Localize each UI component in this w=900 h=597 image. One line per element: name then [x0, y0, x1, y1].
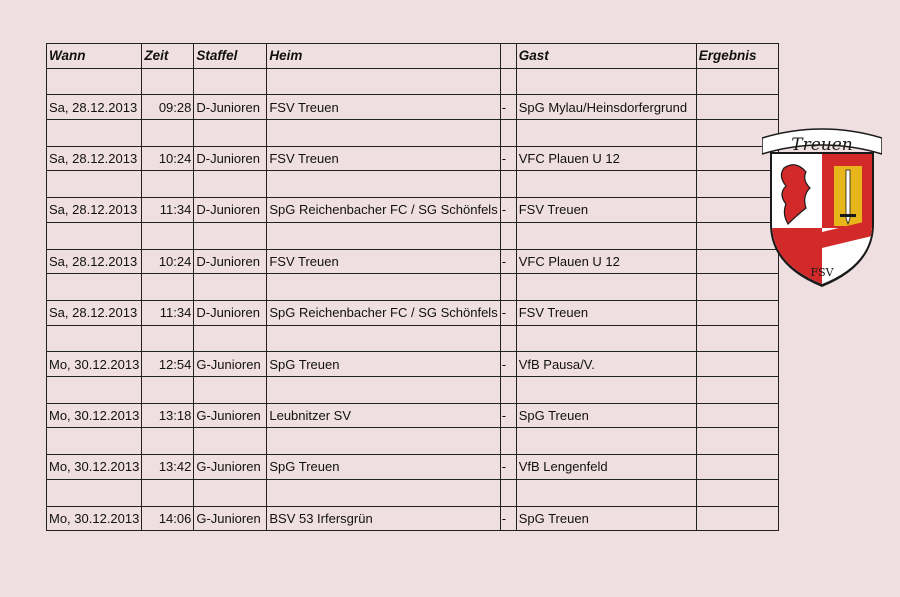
empty-cell	[516, 119, 696, 146]
empty-cell	[47, 325, 142, 352]
cell-time: 10:24	[142, 146, 194, 171]
cell-staffel: G-Junioren	[194, 352, 267, 377]
empty-cell	[516, 376, 696, 403]
cell-gast: VFC Plauen U 12	[516, 146, 696, 171]
match-row	[47, 198, 779, 223]
empty-cell	[500, 428, 516, 455]
cell-ergebnis	[696, 300, 778, 325]
cell-gast: VFC Plauen U 12	[516, 249, 696, 274]
empty-cell	[696, 428, 778, 455]
spacer-row	[47, 325, 779, 352]
cell-time: 10:24	[142, 249, 194, 274]
cell-separator: -	[500, 455, 516, 480]
schedule-table	[46, 43, 779, 531]
cell-separator: -	[500, 249, 516, 274]
empty-cell	[267, 325, 500, 352]
empty-cell	[516, 68, 696, 95]
col-header-wann: Wann	[47, 44, 142, 69]
empty-cell	[142, 274, 194, 301]
col-header-heim: Heim	[267, 44, 500, 69]
empty-cell	[516, 479, 696, 506]
cell-heim: FSV Treuen	[267, 95, 500, 120]
cell-heim: SpG Treuen	[267, 455, 500, 480]
match-row	[47, 403, 779, 428]
match-row	[47, 506, 779, 531]
cell-staffel: G-Junioren	[194, 403, 267, 428]
col-header-separator	[500, 44, 516, 69]
cell-separator: -	[500, 300, 516, 325]
empty-cell	[500, 274, 516, 301]
match-row	[47, 352, 779, 377]
match-row	[47, 249, 779, 274]
empty-cell	[696, 376, 778, 403]
match-row	[47, 146, 779, 171]
cell-heim: SpG Treuen	[267, 352, 500, 377]
spacer-row	[47, 479, 779, 506]
empty-cell	[267, 171, 500, 198]
empty-cell	[47, 428, 142, 455]
cell-gast: SpG Treuen	[516, 403, 696, 428]
cell-staffel: G-Junioren	[194, 455, 267, 480]
empty-cell	[194, 222, 267, 249]
empty-cell	[194, 171, 267, 198]
header-row	[47, 44, 779, 69]
empty-cell	[47, 274, 142, 301]
col-header-gast: Gast	[516, 44, 696, 69]
cell-separator: -	[500, 198, 516, 223]
empty-cell	[142, 119, 194, 146]
cell-gast: FSV Treuen	[516, 300, 696, 325]
empty-cell	[516, 274, 696, 301]
cell-time: 12:54	[142, 352, 194, 377]
match-row	[47, 455, 779, 480]
empty-cell	[142, 68, 194, 95]
match-row	[47, 95, 779, 120]
cell-heim: Leubnitzer SV	[267, 403, 500, 428]
cell-date: Sa, 28.12.2013	[47, 95, 142, 120]
cell-time: 13:42	[142, 455, 194, 480]
spacer-row	[47, 171, 779, 198]
cell-gast: SpG Mylau/Heinsdorfergrund	[516, 95, 696, 120]
col-header-staffel: Staffel	[194, 44, 267, 69]
empty-cell	[47, 376, 142, 403]
spacer-row	[47, 222, 779, 249]
empty-cell	[142, 428, 194, 455]
empty-cell	[500, 119, 516, 146]
cell-time: 09:28	[142, 95, 194, 120]
cell-staffel: D-Junioren	[194, 95, 267, 120]
empty-cell	[267, 376, 500, 403]
empty-cell	[267, 274, 500, 301]
empty-cell	[267, 222, 500, 249]
cell-ergebnis	[696, 352, 778, 377]
fsv-treuen-crest	[762, 124, 882, 288]
cell-date: Mo, 30.12.2013	[47, 352, 142, 377]
empty-cell	[516, 325, 696, 352]
cell-heim: FSV Treuen	[267, 249, 500, 274]
cell-date: Sa, 28.12.2013	[47, 198, 142, 223]
empty-cell	[267, 479, 500, 506]
cell-gast: VfB Lengenfeld	[516, 455, 696, 480]
empty-cell	[500, 479, 516, 506]
empty-cell	[194, 428, 267, 455]
empty-cell	[267, 119, 500, 146]
empty-cell	[47, 68, 142, 95]
empty-cell	[500, 68, 516, 95]
empty-cell	[696, 68, 778, 95]
spacer-row	[47, 68, 779, 95]
col-header-ergebnis: Ergebnis	[696, 44, 778, 69]
cell-date: Sa, 28.12.2013	[47, 146, 142, 171]
spacer-row	[47, 274, 779, 301]
cell-separator: -	[500, 95, 516, 120]
cell-date: Mo, 30.12.2013	[47, 403, 142, 428]
cell-date: Sa, 28.12.2013	[47, 300, 142, 325]
empty-cell	[500, 222, 516, 249]
spacer-row	[47, 376, 779, 403]
empty-cell	[194, 325, 267, 352]
empty-cell	[696, 325, 778, 352]
empty-cell	[696, 479, 778, 506]
cell-gast: FSV Treuen	[516, 198, 696, 223]
cell-heim: FSV Treuen	[267, 146, 500, 171]
cell-separator: -	[500, 506, 516, 531]
empty-cell	[500, 325, 516, 352]
crest-initials: FSV	[810, 266, 834, 279]
empty-cell	[47, 119, 142, 146]
cell-ergebnis	[696, 95, 778, 120]
cell-time: 11:34	[142, 198, 194, 223]
empty-cell	[267, 428, 500, 455]
cell-heim: BSV 53 Irfersgrün	[267, 506, 500, 531]
empty-cell	[142, 376, 194, 403]
empty-cell	[142, 171, 194, 198]
cell-staffel: G-Junioren	[194, 506, 267, 531]
empty-cell	[500, 171, 516, 198]
cell-date: Sa, 28.12.2013	[47, 249, 142, 274]
empty-cell	[267, 68, 500, 95]
cell-heim: SpG Reichenbacher FC / SG Schönfels	[267, 198, 500, 223]
cell-time: 11:34	[142, 300, 194, 325]
empty-cell	[516, 171, 696, 198]
empty-cell	[194, 68, 267, 95]
empty-cell	[47, 171, 142, 198]
cell-staffel: D-Junioren	[194, 300, 267, 325]
cell-gast: SpG Treuen	[516, 506, 696, 531]
spacer-row	[47, 428, 779, 455]
empty-cell	[47, 479, 142, 506]
empty-cell	[142, 325, 194, 352]
empty-cell	[194, 119, 267, 146]
cell-staffel: D-Junioren	[194, 146, 267, 171]
col-header-zeit: Zeit	[142, 44, 194, 69]
empty-cell	[47, 222, 142, 249]
empty-cell	[500, 376, 516, 403]
cell-time: 14:06	[142, 506, 194, 531]
cell-gast: VfB Pausa/V.	[516, 352, 696, 377]
cell-ergebnis	[696, 455, 778, 480]
cell-ergebnis	[696, 403, 778, 428]
empty-cell	[194, 274, 267, 301]
empty-cell	[142, 222, 194, 249]
empty-cell	[194, 479, 267, 506]
spacer-row	[47, 119, 779, 146]
cell-heim: SpG Reichenbacher FC / SG Schönfels	[267, 300, 500, 325]
cell-date: Mo, 30.12.2013	[47, 506, 142, 531]
cell-time: 13:18	[142, 403, 194, 428]
cell-staffel: D-Junioren	[194, 198, 267, 223]
cell-date: Mo, 30.12.2013	[47, 455, 142, 480]
match-row	[47, 300, 779, 325]
cell-separator: -	[500, 403, 516, 428]
banner-text: Treuen	[791, 135, 853, 155]
empty-cell	[516, 222, 696, 249]
cell-ergebnis	[696, 506, 778, 531]
cell-separator: -	[500, 146, 516, 171]
cell-separator: -	[500, 352, 516, 377]
empty-cell	[516, 428, 696, 455]
cell-staffel: D-Junioren	[194, 249, 267, 274]
empty-cell	[142, 479, 194, 506]
empty-cell	[194, 376, 267, 403]
